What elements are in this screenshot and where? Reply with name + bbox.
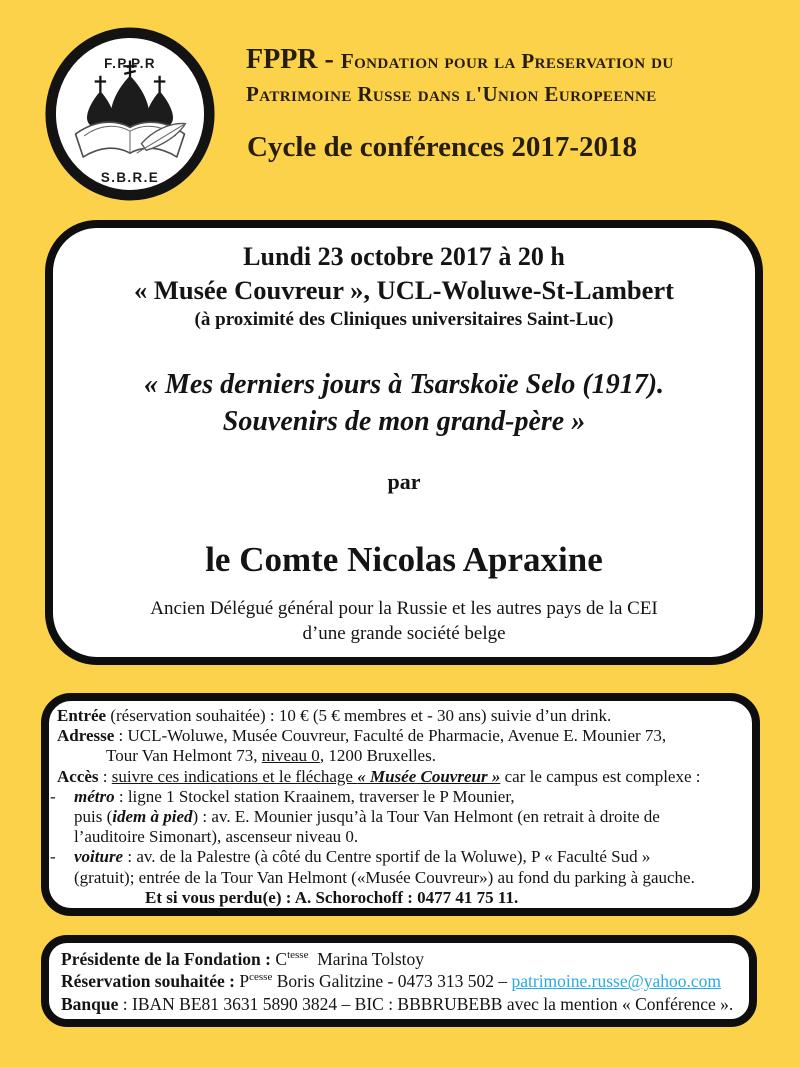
acces-line: Accès : suivre ces indications et le fléchage « Musée Couvreur » car le campus est complexe : xyxy=(57,766,701,786)
banque-label: Banque xyxy=(61,993,119,1014)
org-name-line1 xyxy=(246,44,786,79)
fppr-logo xyxy=(44,26,216,202)
metro-line: - métro : ligne 1 Stockel station Kraainem, traverser le P Mounier, xyxy=(50,786,515,806)
logo-top-text: F.P.P.R xyxy=(104,56,156,72)
adresse-label: Adresse xyxy=(57,726,115,746)
event-box xyxy=(45,220,763,665)
metro-line3: l’auditoire Simonart), ascenseur niveau 0. xyxy=(74,827,359,847)
org-name-part2: Patrimoine Russe dans l'Union Europeenne xyxy=(246,82,657,106)
bullet-dash: - xyxy=(50,847,56,867)
adresse-line2: Tour Van Helmont 73, niveau 0, 1200 Bruxelles. xyxy=(106,746,436,766)
voiture-label: voiture xyxy=(74,847,124,867)
org-name-line2 xyxy=(246,79,786,112)
org-title xyxy=(246,44,786,112)
event-venue-note: (à proximité des Cliniques universitaires Saint-Luc) xyxy=(194,309,614,330)
entree-line: Entrée (réservation souhaitée) : 10 € (5 € membres et - 30 ans) suivie d’un drink. xyxy=(57,706,612,725)
lost-contact-line: Et si vous perdu(e) : A. Schorochoff : 0477 41 75 11. xyxy=(145,887,519,907)
metro-line2: puis (idem à pied) : av. E. Mounier jusqu’à la Tour Van Helmont (en retrait à droite de xyxy=(74,807,660,827)
reservation-label: Réservation souhaitée : xyxy=(61,971,240,992)
contact-box xyxy=(41,935,757,1027)
by-word: par xyxy=(387,469,421,494)
presidente-label: Présidente de la Fondation : xyxy=(61,949,276,969)
speaker-description xyxy=(53,597,755,646)
metro-label: métro xyxy=(74,786,115,806)
logo-bottom-text: S.B.R.E xyxy=(100,169,160,185)
speaker-name: le Comte Nicolas Apraxine xyxy=(205,540,603,579)
event-venue: « Musée Couvreur », UCL-Woluwe-St-Lambert xyxy=(133,275,674,305)
presidente-name: Marina Tolstoy xyxy=(308,949,425,969)
banque-line: Banque : IBAN BE81 3631 5890 3824 – BIC : BBBRUBEBB avec la mention « Conférence ». xyxy=(61,993,734,1014)
presidente-line: Présidente de la Fondation : $C^{tesse}$ Marina Tolstoy xyxy=(61,949,425,969)
open-book-icon xyxy=(76,122,186,157)
talk-title xyxy=(53,366,755,440)
acces-label: Accès xyxy=(57,766,99,786)
adresse-line: Adresse : UCL-Woluwe, Musée Couvreur, Faculté de Pharmacie, Avenue E. Mounier 73, xyxy=(57,726,667,746)
practical-info-box xyxy=(41,693,760,916)
speaker-description-line1: Ancien Délégué général pour la Russie et les autres pays de la CEI xyxy=(150,598,658,619)
email-link[interactable]: patrimoine.russe@yahoo.com xyxy=(511,971,722,992)
voiture-line: - voiture : av. de la Palestre (à côté du Centre sportif de la Woluwe), P « Faculté Sud » xyxy=(50,847,651,867)
org-abbr: FPPR - xyxy=(246,44,341,75)
talk-title-line1: « Mes derniers jours à Tsarskoïe Selo (1917). xyxy=(143,369,665,400)
cycle-title: Cycle de conférences 2017-2018 xyxy=(247,131,638,163)
voiture-line2: (gratuit); entrée de la Tour Van Helmont («Musée Couvreur») au fond du parking à gauche. xyxy=(74,867,695,887)
speaker-description-line2: d’une grande société belge xyxy=(302,622,506,644)
talk-title-line2: Souvenirs de mon grand-père » xyxy=(222,406,586,437)
event-date: Lundi 23 octobre 2017 à 20 h xyxy=(243,242,565,271)
fppr-logo-graphic xyxy=(44,26,216,202)
org-name-part1: Fondation pour la Preservation du xyxy=(340,49,674,73)
bullet-dash: - xyxy=(50,786,56,806)
reservation-line: Réservation souhaitée : $P^{cesse}$ Boris Galitzine - 0473 313 502 – patrimoine.russe@yahoo.com xyxy=(61,971,722,992)
entree-label: Entrée xyxy=(57,706,107,725)
